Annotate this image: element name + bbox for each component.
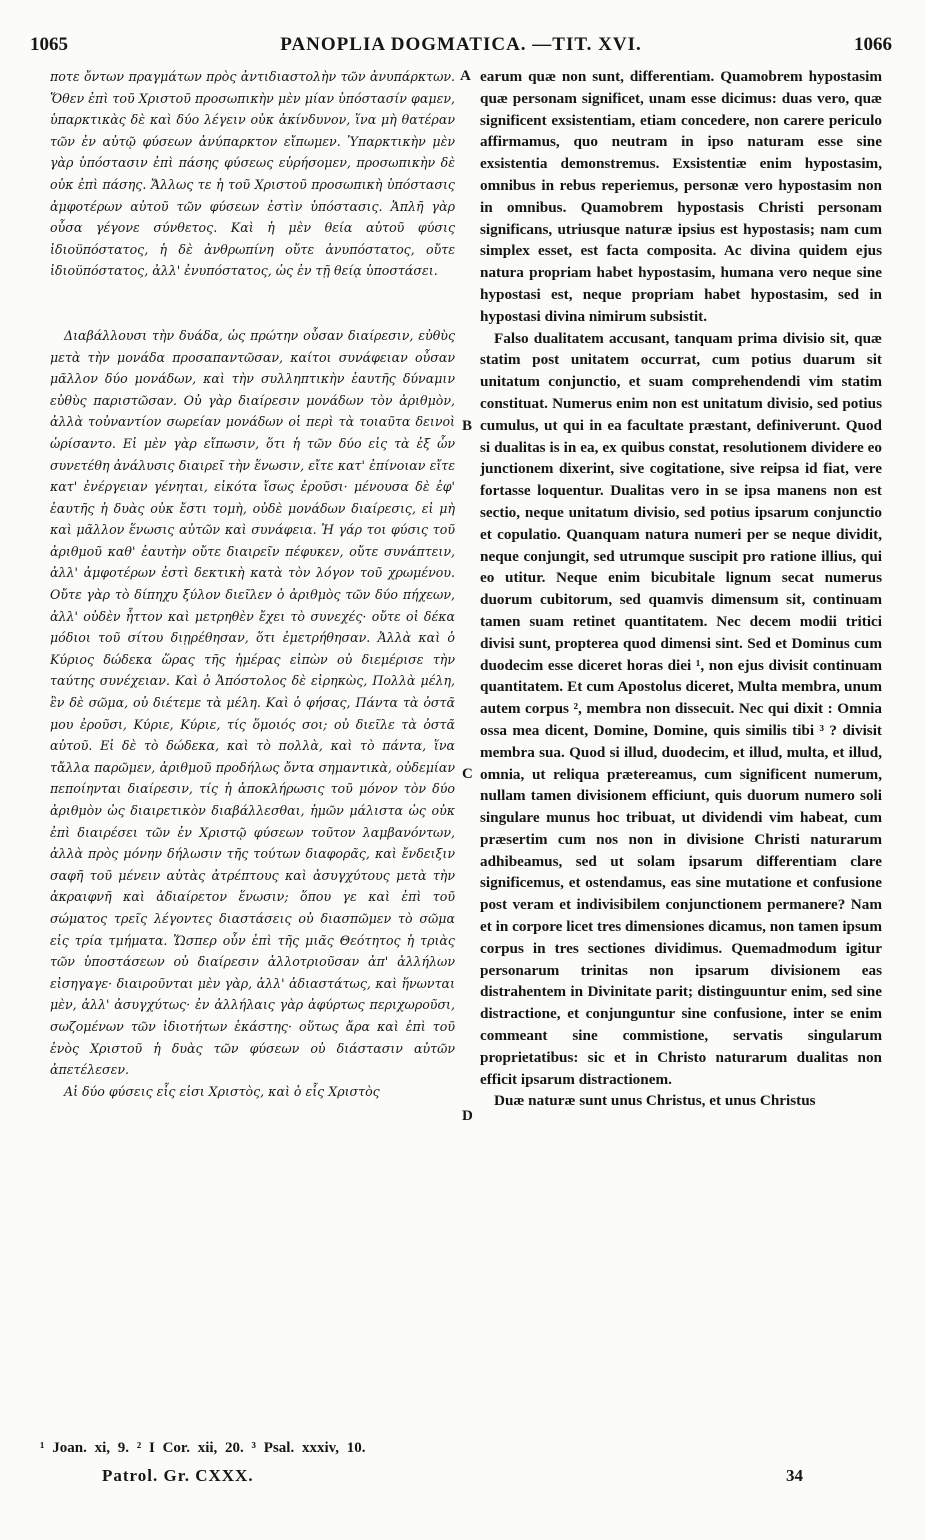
- footnotes: ¹ Joan. xi, 9. ² I Cor. xii, 20. ³ Psal. xxxiv, 10.: [40, 1440, 366, 1456]
- page-number-right: 1066: [854, 34, 892, 55]
- margin-marker-d: D: [462, 1108, 473, 1124]
- margin-marker-b: B: [462, 418, 473, 434]
- running-header: [30, 34, 892, 58]
- latin-paragraph: Falso dualitatem accusant, tanquam prima divisio sit, quæ statim post unitatem occurrat, cum potius duarum sit unitatum conjunctio, et suam comprehendendi vim statim constituat. Numerus enim non est unitatum divisio, sed potius cumulus, ut qui in ea facultate præstant, definiverunt. Quod si dualitas is in ea, ex quibus constat, resolutionem dividere eo junctionem dixerint, sive cogitatione, sive reipsa id fiat, vere fortasse loquentur. Dualitas vero in se ipsa manens non est sectio, neque unitatum divisio, sed potius ipsarum conjunctio et copulatio. Quanquam natura numeri per se neque dividit, neque conjungit, sed utrumque suscipit pro ratione illius, qui eo utitur. Neque enim bicubitale lignum secat numerus duorum cubitorum, sed quamvis dimensum sit, continuam tamen suam retinet quantitatem. Nec decem modii tritici divisi sunt, propterea quod dimensi sint. Sed et Dominus cum duodecim esse diceret horas diei ¹, non ejus divisit continuam quantitatem. Et cum Apostolus diceret, Multa membra, unum autem corpus ², membra non dissecuit. Nec qui dixit : Omnia ossa mea dicent, Domine, Domine, quis similis tibi ³ ? divisit membra sua. Quod si illud, duodecim, et illud, multa, et illud, omnia, ut reliqua prætereamus, cum significent numerum, nullam tamen divisionem efficiunt, quis duorum numero soli singulare munus hoc tribuat, ut dividendi vim habeat, cum præsertim cum nos non in divisione Christi naturarum adhibeamus, sed ut solam ipsarum differentiam clare significemus, et ostendamus, eas sine mutatione et confusione post veram et indivisibilem conjunctionem permanere? Nam et in corpore licet tres dimensiones dicamus, non tamen ipsum corpus in tres sectiones dividimus. Quemadmodum igitur personarum trinitas non ipsarum divisionem eas distrahentem in Divinitate parit; distinguuntur enim, sed sine distractione, et conjunguntur sine confusione, inter se enim commeant sine commistione, servatis singularum proprietatibus: sic et in Christo naturarum dualitas non efficit ipsarum distractionem.: [480, 329, 882, 1088]
- margin-marker-c: C: [462, 766, 473, 782]
- latin-column: [480, 66, 882, 1406]
- greek-column: [50, 66, 455, 1406]
- greek-paragraph: Διαβάλλουσι τὴν δυάδα, ὡς πρώτην οὖσαν διαίρεσιν, εὐθὺς μετὰ τὴν μονάδα προσαπαντῶσαν, καίτοι συνάφειαν οὖσαν μᾶλλον δύο μονάδων, καὶ τὴν συλληπτικὴν ἑαυτῆς δύναμιν εὐθὺς παριστῶσαν. Οὐ γὰρ διαίρεσιν μονάδων τὸν ἀριθμὸν, ἀλλὰ τοὐναντίον σωρείαν μονάδων οἱ περὶ τὰ τοιαῦτα δεινοὶ ὡρίσαντο. Εἰ μὲν γὰρ εἴπωσιν, ὅτι ἡ τῶν δύο εἰς τὰ ἐξ ὧν συνετέθη ἀνάλυσις διαιρεῖ τὴν ἕνωσιν, εἴτε κατ' ἐπίνοιαν εἴτε κατ' ἐνέργειαν γένηται, εἰκότα ἴσως ἐροῦσι· μένουσα δὲ ἐφ' ἑαυτῆς ἡ δυὰς οὐκ ἔστι τομὴ, οὐδὲ μονάδων διαίρεσις, εἰ μὴ καὶ μᾶλλον ἕνωσις αὐτῶν καὶ συνάφεια. Ἡ γάρ τοι φύσις τοῦ ἀριθμοῦ καθ' ἑαυτὴν οὔτε διαιρεῖν πέφυκεν, οὔτε συνάπτειν, ἀλλ' ἀμφοτέρων ἐστὶ δεκτικὴ κατὰ τὸν λόγον τοῦ χρωμένου. Οὔτε γὰρ τὸ δίπηχυ ξύλον διεῖλεν ὁ ἀριθμὸς τῶν δύο πήχεων, ἀλλ' οὐδὲν ἧττον καὶ μετρηθὲν ἔχει τὸ συνεχές· οὔτε οἱ δέκα μόδιοι τοῦ σίτου διῃρέθησαν, ὅτι ἐμετρήθησαν. Ἀλλὰ καὶ ὁ Κύριος δώδεκα ὥρας τῆς ἡμέρας εἰπὼν οὐ διεμέρισε τὴν ταύτης συνέχειαν. Καὶ ὁ Ἀπόστολος δὲ εἰρηκὼς, Πολλὰ μέλη, ἓν δὲ σῶμα, οὐ διέτεμε τὰ μέλη. Καὶ ὁ φήσας, Πάντα τὰ ὀστᾶ μου ἐροῦσι, Κύριε, Κύριε, τίς ὅμοιός σοι; οὐ διεῖλε τὰ ὀστᾶ αὐτοῦ. Εἰ δὲ τὸ δώδεκα, καὶ τὸ πολλὰ, καὶ τὸ πάντα, ἵνα τἄλλα παρῶμεν, ἀριθμοῦ προδήλως ὄντα σημαντικὰ, οὐδεμίαν πεποίηνται διαίρεσιν, τίς ἡ ἀποκλήρωσις τοῦ μόνον τὸν δύο ἀριθμὸν ὡς διαιρετικὸν διαβάλλεσθαι, ἡμῶν μάλιστα ὡς οὐκ ἐπὶ διαιρέσει τῶν ἐν Χριστῷ φύσεων τοῦτον λαμβανόντων, ἀλλὰ πρὸς μόνην δήλωσιν τῆς τούτων διαφορᾶς, καὶ ἔνδειξιν σαφῆ τοῦ μένειν αὐτὰς ἀτρέπτους καὶ ἀσυγχύτους μετὰ τὴν ἀκραιφνῆ καὶ ἀδιαίρετον ἕνωσιν; ὅπου γε καὶ ἐπὶ τοῦ σώματος τρεῖς λέγοντες διαστάσεις οὐ διασπῶμεν τὸ σῶμα εἰς τρία τμήματα. Ὥσπερ οὖν ἐπὶ τῆς μιᾶς Θεότητος ἡ τριὰς τῶν ὑποστάσεων οὐ διαίρεσιν ἀλλοτριοῦσαν ἀπ' ἀλλήλων εἰσηγαγε· διαιροῦνται μὲν γὰρ, ἀλλ' ἀδιαστάτως, καὶ ἥνωνται μὲν, ἀλλ' ἀσυγχύτως· ἐν ἀλλήλαις γὰρ ἀφύρτως περιχωροῦσι, σωζομένων τῶν ἰδιοτήτων ἑκάστης· οὕτως ἄρα καὶ ἐπὶ τοῦ ἑνὸς Χριστοῦ ἡ δυὰς τῶν φύσεων οὐ διάστασιν αὐτῶν ἀπετέλεσεν.: [50, 327, 455, 1078]
- footer-signature: Patrol. Gr. CXXX.: [102, 1466, 254, 1485]
- signature-number: 34: [786, 1466, 803, 1485]
- latin-paragraph: Duæ naturæ sunt unus Christus, et unus Christus: [494, 1092, 816, 1110]
- page-number-left: 1065: [30, 34, 68, 55]
- greek-paragraph: Αἱ δύο φύσεις εἷς εἰσι Χριστὸς, καὶ ὁ εἷς Χριστὸς: [64, 1083, 380, 1099]
- latin-paragraph: earum quæ non sunt, differentiam. Quamobrem hypostasim quæ personam significet, unam esse dicimus: duas vero, quæ significent exsistentiam, etiam concedere, non carere periculo affirmamus, quo neutram in ipso naturam esse sine exsistentia demonstremus. Exsistentiæ enim hypostasim, omnibus in rebus reperiemus, personæ vero hypostasim non in omnibus. Quamobrem hypostasis Christi personam significans, utriusque naturæ ipsius est hypostasis; nam cum simplex esset, est facta composita. Ac divina quidem ejus natura propriam habet hypostasim, humana vero neque sine hypostasi est, neque propriam habet hypostasim, sed in hypostasi divina nimirum subsistit.: [480, 68, 882, 325]
- margin-marker-a: A: [460, 68, 471, 84]
- greek-paragraph: ποτε ὄντων πραγμάτων πρὸς ἀντιδιαστολὴν τῶν ἀνυπάρκτων. Ὅθεν ἐπὶ τοῦ Χριστοῦ προσωπικὴν μὲν μίαν ὑπόστασίν φαμεν, ὑπαρκτικὰς δὲ καὶ δύο λέγειν οὐκ ἀκίνδυνον, ἵνα μὴ θατέραν τῶν ἐν αὐτῷ φύσεων ἀνύπαρκτον εἴπωμεν. Ὑπαρκτικὴν μὲν γὰρ ὑπόστασιν ἐπὶ πάσης φύσεως εὑρήσομεν, προσωπικὴν δὲ οὐκ ἐπὶ πάσης. Ἄλλως τε ἡ τοῦ Χριστοῦ προσωπικὴ ὑπόστασις ἀμφοτέρων αὐτοῦ τῶν φύσεων ἐστὶν ὑπόστασις. Ἁπλῆ γὰρ οὖσα γέγονε σύνθετος. Καὶ ἡ μὲν θεία αὐτοῦ φύσις ἰδιοϋπόστατος, ἡ δὲ ἀνθρωπίνη οὔτε ἀνυπόστατος, οὔτε ἰδιοϋπόστατος, ἀλλ' ἐνυπόστατος, ὡς ἐν τῇ θείᾳ ὑποστάσει.: [50, 69, 455, 279]
- running-title: PANOPLIA DOGMATICA. —TIT. XVI.: [280, 34, 642, 55]
